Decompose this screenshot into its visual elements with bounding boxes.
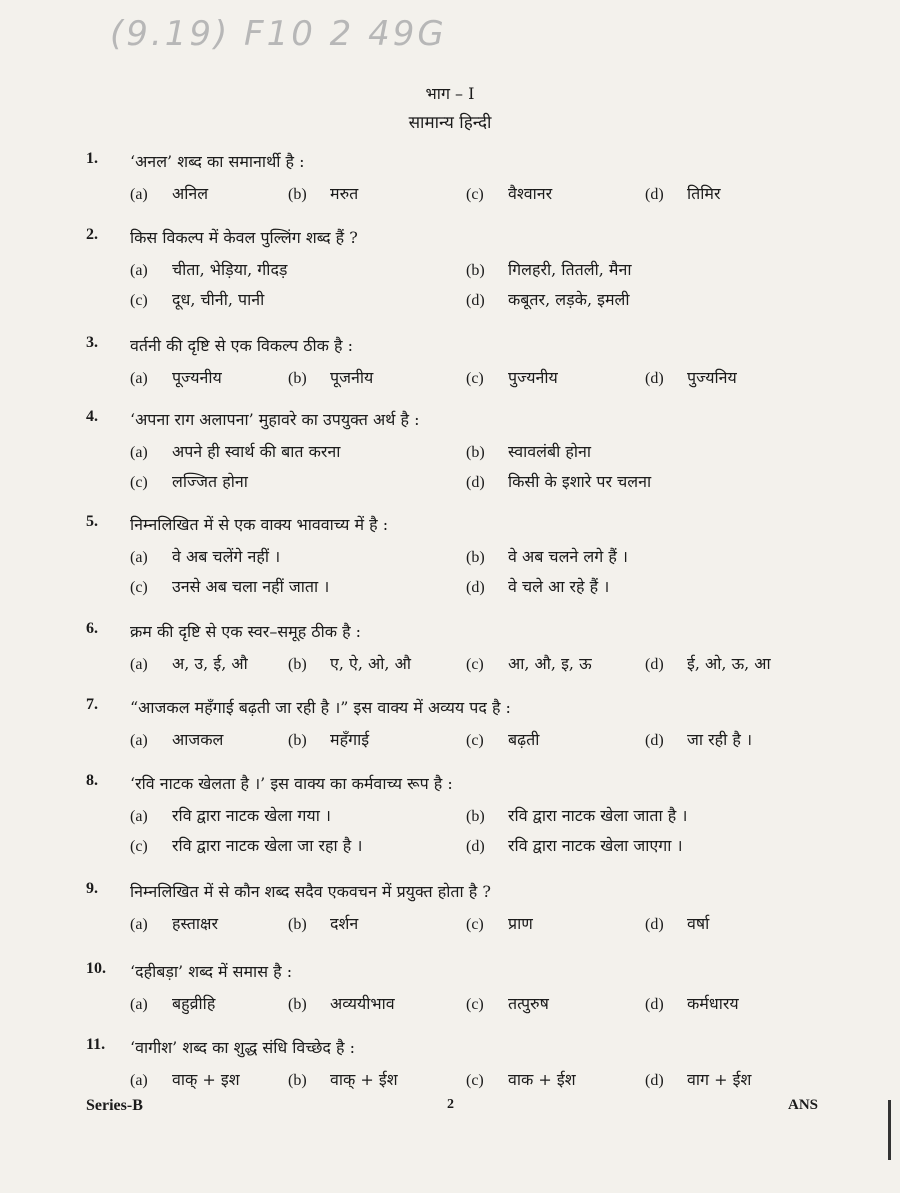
option-label: (c) xyxy=(466,996,484,1013)
question-text: “आजकल महँगाई बढ़ती जा रही है ।” इस वाक्य में अव्यय पद है : xyxy=(130,698,511,717)
option-label: (b) xyxy=(288,732,307,749)
option-a xyxy=(130,545,280,567)
option-label: (c) xyxy=(130,474,148,491)
margin-mark xyxy=(888,1100,891,1160)
option-text: उनसे अब चला नहीं जाता । xyxy=(172,577,330,596)
option-a xyxy=(130,366,222,388)
option-label: (c) xyxy=(466,370,484,387)
option-text: वाक् + इश xyxy=(172,1070,240,1089)
option-c xyxy=(130,834,362,856)
option-b xyxy=(288,182,358,204)
option-label: (b) xyxy=(288,656,307,673)
option-text: वाग + ईश xyxy=(687,1070,752,1089)
option-label: (a) xyxy=(130,808,148,825)
option-label: (c) xyxy=(466,1072,484,1089)
question-number: 10. xyxy=(86,960,106,977)
option-b xyxy=(466,258,632,280)
option-a xyxy=(130,728,223,750)
option-text: कर्मधारय xyxy=(687,994,739,1013)
option-c xyxy=(466,1068,576,1090)
question-number: 9. xyxy=(86,880,98,897)
option-b xyxy=(288,1068,398,1090)
option-label: (c) xyxy=(130,838,148,855)
question-text: वर्तनी की दृष्टि से एक विकल्प ठीक है : xyxy=(130,336,353,355)
option-text: अ, उ, ई, औ xyxy=(172,654,248,673)
option-b xyxy=(288,992,395,1014)
option-text: रवि द्वारा नाटक खेला जाता है । xyxy=(508,806,688,825)
ans-label: ANS xyxy=(788,1097,819,1113)
option-label: (d) xyxy=(645,916,664,933)
option-label: (d) xyxy=(466,474,485,491)
option-text: रवि द्वारा नाटक खेला गया । xyxy=(172,806,331,825)
option-label: (d) xyxy=(645,996,664,1013)
option-text: महँगाई xyxy=(330,730,370,749)
question-text: किस विकल्प में केवल पुल्लिंग शब्द हैं ? xyxy=(130,228,358,247)
option-label: (a) xyxy=(130,186,148,203)
page-number: 2 xyxy=(447,1097,454,1112)
option-d xyxy=(645,182,721,204)
question-text: ‘अपना राग अलापना’ मुहावरे का उपयुक्त अर्थ है : xyxy=(130,410,420,429)
option-text: आ, औ, इ, ऊ xyxy=(508,654,592,673)
option-label: (d) xyxy=(645,186,664,203)
option-a xyxy=(130,258,288,280)
question-text: निम्नलिखित में से एक वाक्य भाववाच्य में है : xyxy=(130,515,389,534)
handwritten-note: (9.19) F10 2 49G xyxy=(110,14,447,54)
option-label: (b) xyxy=(466,262,485,279)
option-b xyxy=(466,440,591,462)
question-number: 4. xyxy=(86,408,98,425)
option-c xyxy=(466,992,549,1014)
option-c xyxy=(466,652,592,674)
option-label: (d) xyxy=(466,579,485,596)
option-label: (d) xyxy=(645,732,664,749)
option-text: बहुव्रीहि xyxy=(172,994,216,1013)
option-text: रवि द्वारा नाटक खेला जा रहा है । xyxy=(172,836,363,855)
option-text: किसी के इशारे पर चलना xyxy=(508,472,652,491)
question-text: ‘रवि नाटक खेलता है ।’ इस वाक्य का कर्मवाच्य रूप है : xyxy=(130,774,453,793)
option-text: दर्शन xyxy=(330,914,359,933)
option-text: तिमिर xyxy=(687,184,721,203)
question-number: 7. xyxy=(86,696,98,713)
option-d xyxy=(645,652,771,674)
option-label: (d) xyxy=(645,370,664,387)
option-b xyxy=(466,804,687,826)
option-label: (a) xyxy=(130,444,148,461)
option-c xyxy=(466,728,539,750)
option-label: (a) xyxy=(130,262,148,279)
option-label: (b) xyxy=(288,1072,307,1089)
option-text: अव्ययीभाव xyxy=(330,994,395,1013)
question-number: 11. xyxy=(86,1036,106,1053)
option-label: (b) xyxy=(466,808,485,825)
option-label: (d) xyxy=(466,838,485,855)
part-title: भाग – I xyxy=(425,84,475,103)
option-a xyxy=(130,804,331,826)
option-label: (c) xyxy=(466,186,484,203)
option-text: आजकल xyxy=(172,730,224,749)
option-c xyxy=(466,912,533,934)
question-number: 6. xyxy=(86,620,98,637)
option-label: (c) xyxy=(130,292,148,309)
option-a xyxy=(130,912,218,934)
option-text: ई, ओ, ऊ, आ xyxy=(687,654,771,673)
option-label: (a) xyxy=(130,549,148,566)
option-label: (d) xyxy=(645,656,664,673)
option-b xyxy=(288,912,358,934)
series-label: Series-B xyxy=(86,1097,143,1114)
option-text: पुज्यनीय xyxy=(508,368,558,387)
option-label: (b) xyxy=(288,370,307,387)
option-text: चीता, भेड़िया, गीदड़ xyxy=(172,260,288,279)
option-label: (a) xyxy=(130,370,148,387)
option-d xyxy=(645,1068,751,1090)
option-label: (b) xyxy=(466,444,485,461)
option-text: अपने ही स्वार्थ की बात करना xyxy=(172,442,341,461)
option-text: अनिल xyxy=(172,184,209,203)
option-text: तत्पुरुष xyxy=(508,994,549,1013)
option-text: रवि द्वारा नाटक खेला जाएगा । xyxy=(508,836,683,855)
option-c xyxy=(130,575,329,597)
option-text: बढ़ती xyxy=(508,730,540,749)
option-b xyxy=(288,652,411,674)
option-label: (c) xyxy=(130,579,148,596)
question-text: ‘दहीबड़ा’ शब्द में समास है : xyxy=(130,962,293,981)
question-text: ‘अनल’ शब्द का समानार्थी है : xyxy=(130,152,305,171)
option-label: (a) xyxy=(130,732,148,749)
option-label: (b) xyxy=(288,996,307,1013)
option-d xyxy=(645,366,737,388)
option-text: वे चले आ रहे हैं । xyxy=(508,577,610,596)
option-d xyxy=(466,470,651,492)
question-text: क्रम की दृष्टि से एक स्वर–समूह ठीक है : xyxy=(130,622,362,641)
option-label: (a) xyxy=(130,916,148,933)
question-number: 5. xyxy=(86,513,98,530)
option-text: मरुत xyxy=(330,184,359,203)
option-text: गिलहरी, तितली, मैना xyxy=(508,260,632,279)
option-label: (c) xyxy=(466,656,484,673)
option-d xyxy=(645,992,739,1014)
option-b xyxy=(466,545,628,567)
option-d xyxy=(645,912,709,934)
option-b xyxy=(288,366,373,388)
option-d xyxy=(466,288,630,310)
option-text: कबूतर, लड़के, इमली xyxy=(508,290,630,309)
option-d xyxy=(466,575,609,597)
option-text: पूज्यनीय xyxy=(172,368,222,387)
question-text: निम्नलिखित में से कौन शब्द सदैव एकवचन में प्रयुक्त होता है ? xyxy=(130,882,491,901)
option-c xyxy=(466,182,552,204)
option-a xyxy=(130,1068,240,1090)
option-text: पुज्यनिय xyxy=(687,368,737,387)
option-text: प्राण xyxy=(508,914,533,933)
question-number: 8. xyxy=(86,772,98,789)
question-text: ‘वागीश’ शब्द का शुद्ध संधि विच्छेद है : xyxy=(130,1038,355,1057)
option-text: ए, ऐ, ओ, औ xyxy=(330,654,411,673)
option-d xyxy=(645,728,752,750)
option-text: वे अब चलने लगे हैं । xyxy=(508,547,628,566)
option-label: (a) xyxy=(130,1072,148,1089)
question-number: 2. xyxy=(86,226,98,243)
option-text: वैश्वानर xyxy=(508,184,553,203)
option-text: दूध, चीनी, पानी xyxy=(172,290,265,309)
option-label: (c) xyxy=(466,916,484,933)
option-text: वाक + ईश xyxy=(508,1070,576,1089)
question-number: 1. xyxy=(86,150,98,167)
option-text: वे अब चलेंगे नहीं । xyxy=(172,547,281,566)
option-label: (b) xyxy=(288,186,307,203)
option-a xyxy=(130,652,248,674)
option-a xyxy=(130,182,208,204)
option-label: (d) xyxy=(645,1072,664,1089)
option-text: स्वावलंबी होना xyxy=(508,442,592,461)
option-text: हस्ताक्षर xyxy=(172,914,219,933)
option-b xyxy=(288,728,369,750)
part-subtitle: सामान्य हिन्दी xyxy=(408,113,492,133)
question-number: 3. xyxy=(86,334,98,351)
option-text: लज्जित होना xyxy=(172,472,248,491)
option-text: पूजनीय xyxy=(330,368,374,387)
option-text: वाक् + ईश xyxy=(330,1070,398,1089)
option-text: जा रही है । xyxy=(687,730,753,749)
option-label: (b) xyxy=(466,549,485,566)
option-label: (d) xyxy=(466,292,485,309)
option-d xyxy=(466,834,683,856)
option-a xyxy=(130,992,215,1014)
option-c xyxy=(466,366,558,388)
option-label: (a) xyxy=(130,996,148,1013)
option-label: (c) xyxy=(466,732,484,749)
option-label: (a) xyxy=(130,656,148,673)
option-c xyxy=(130,470,248,492)
option-label: (b) xyxy=(288,916,307,933)
option-a xyxy=(130,440,340,462)
option-text: वर्षा xyxy=(687,914,710,933)
option-c xyxy=(130,288,264,310)
